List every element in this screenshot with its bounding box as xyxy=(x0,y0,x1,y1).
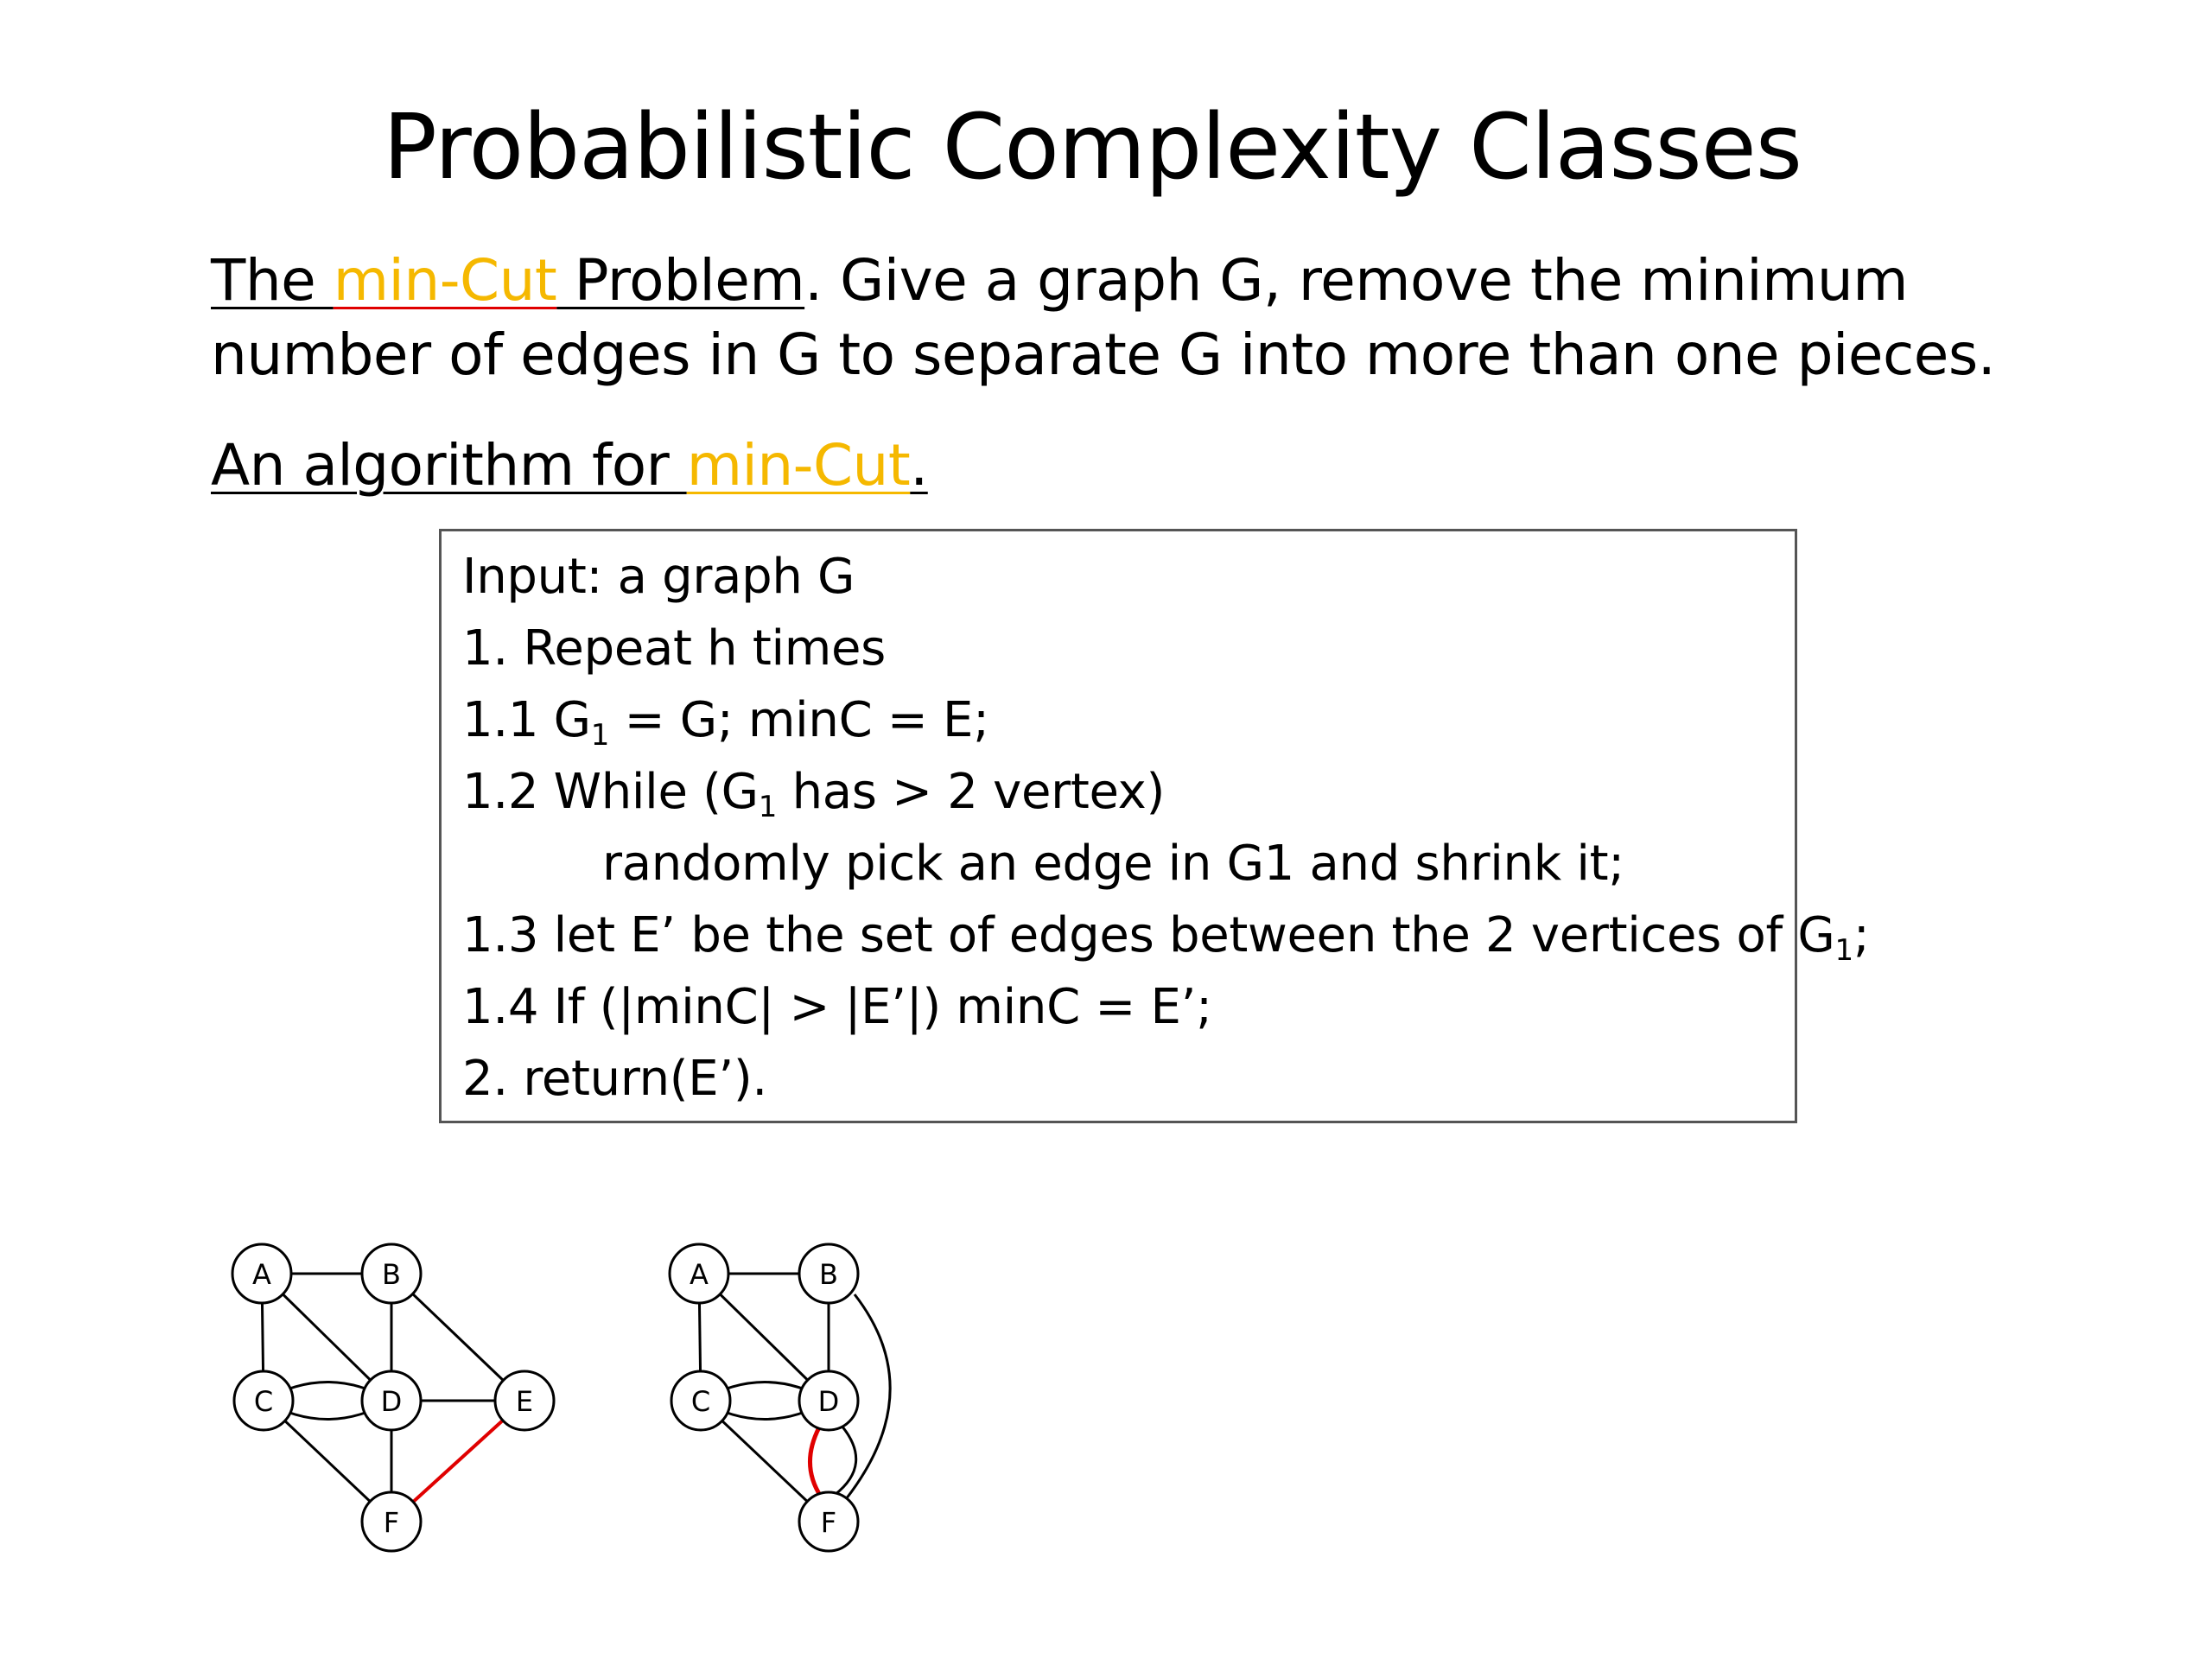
algo-step-2: 2. return(E’). xyxy=(462,1051,767,1107)
graph-original-nodes xyxy=(232,1244,554,1551)
edge-d-f-selected xyxy=(810,1427,821,1497)
algo-step-1-4: 1.4 If (|minC| > |E’|) minC = E’; xyxy=(462,979,1212,1035)
algo-input: Input: a graph G xyxy=(462,549,855,605)
algo-step-1-3 xyxy=(462,906,1869,966)
problem-line-1 xyxy=(211,244,1995,318)
algo-step-1-2-sub: 1 xyxy=(758,790,778,824)
algorithm-heading xyxy=(211,429,928,503)
algo-step-1-1 xyxy=(462,690,989,751)
problem-name-tail: Problem xyxy=(556,247,805,314)
algo-step-1-1-b: = G; minC = E; xyxy=(609,692,989,748)
node-f xyxy=(362,1492,421,1551)
node-d xyxy=(362,1371,421,1430)
algo-step-1-3-a: 1.3 let E’ be the set of edges between the 2 vertices of G xyxy=(462,907,1835,963)
node-a xyxy=(232,1244,291,1303)
problem-desc-1: . Give a graph G, remove the minimum xyxy=(804,247,1909,314)
node-a-label: A xyxy=(252,1258,271,1291)
algo-step-1-2-body: randomly pick an edge in G1 and shrink it; xyxy=(602,836,1624,892)
node-e xyxy=(495,1371,554,1430)
algorithm-heading-lead: An algorithm for xyxy=(211,432,687,499)
node-b-label: B xyxy=(382,1258,401,1291)
algo-step-1: 1. Repeat h times xyxy=(462,620,887,677)
node-d-label: D xyxy=(380,1385,403,1418)
graph-original xyxy=(216,1227,579,1573)
node-c-label: C xyxy=(253,1385,274,1418)
algorithm-box xyxy=(439,529,1870,1123)
node-b xyxy=(799,1244,858,1303)
edge-d-f-right xyxy=(835,1426,856,1495)
node-c xyxy=(671,1371,730,1430)
problem-line-2: number of edges in G to separate G into more than one pieces. xyxy=(211,321,1996,388)
node-d-label: D xyxy=(817,1385,840,1418)
algo-step-1-2-a: 1.2 While (G xyxy=(462,764,759,820)
problem-statement xyxy=(211,244,1995,392)
problem-name-lead: The xyxy=(211,247,334,314)
node-f xyxy=(799,1492,858,1551)
algo-step-1-1-sub: 1 xyxy=(590,718,610,753)
algo-step-1-2 xyxy=(462,762,1165,823)
node-d xyxy=(799,1371,858,1430)
algo-step-1-1-a: 1.1 G xyxy=(462,692,591,748)
node-f-label: F xyxy=(383,1506,400,1539)
graph-contracted-nodes xyxy=(670,1244,858,1551)
algorithm-heading-tail: . xyxy=(910,432,928,499)
algo-step-1-2-b: has > 2 vertex) xyxy=(777,764,1166,820)
node-c xyxy=(234,1371,293,1430)
algo-step-1-3-sub: 1 xyxy=(1834,933,1853,968)
algo-step-1-3-b: ; xyxy=(1853,907,1870,963)
node-a xyxy=(670,1244,728,1303)
node-c-label: C xyxy=(690,1385,711,1418)
algorithm-heading-highlight: min-Cut xyxy=(686,432,911,499)
problem-name-highlight: min-Cut xyxy=(333,247,557,314)
node-a-label: A xyxy=(690,1258,709,1291)
node-f-label: F xyxy=(820,1506,837,1539)
graph-contracted xyxy=(653,1227,930,1573)
node-b xyxy=(362,1244,421,1303)
slide-title: Probabilistic Complexity Classes xyxy=(383,94,1802,200)
node-e-label: E xyxy=(515,1385,534,1418)
node-b-label: B xyxy=(819,1258,838,1291)
